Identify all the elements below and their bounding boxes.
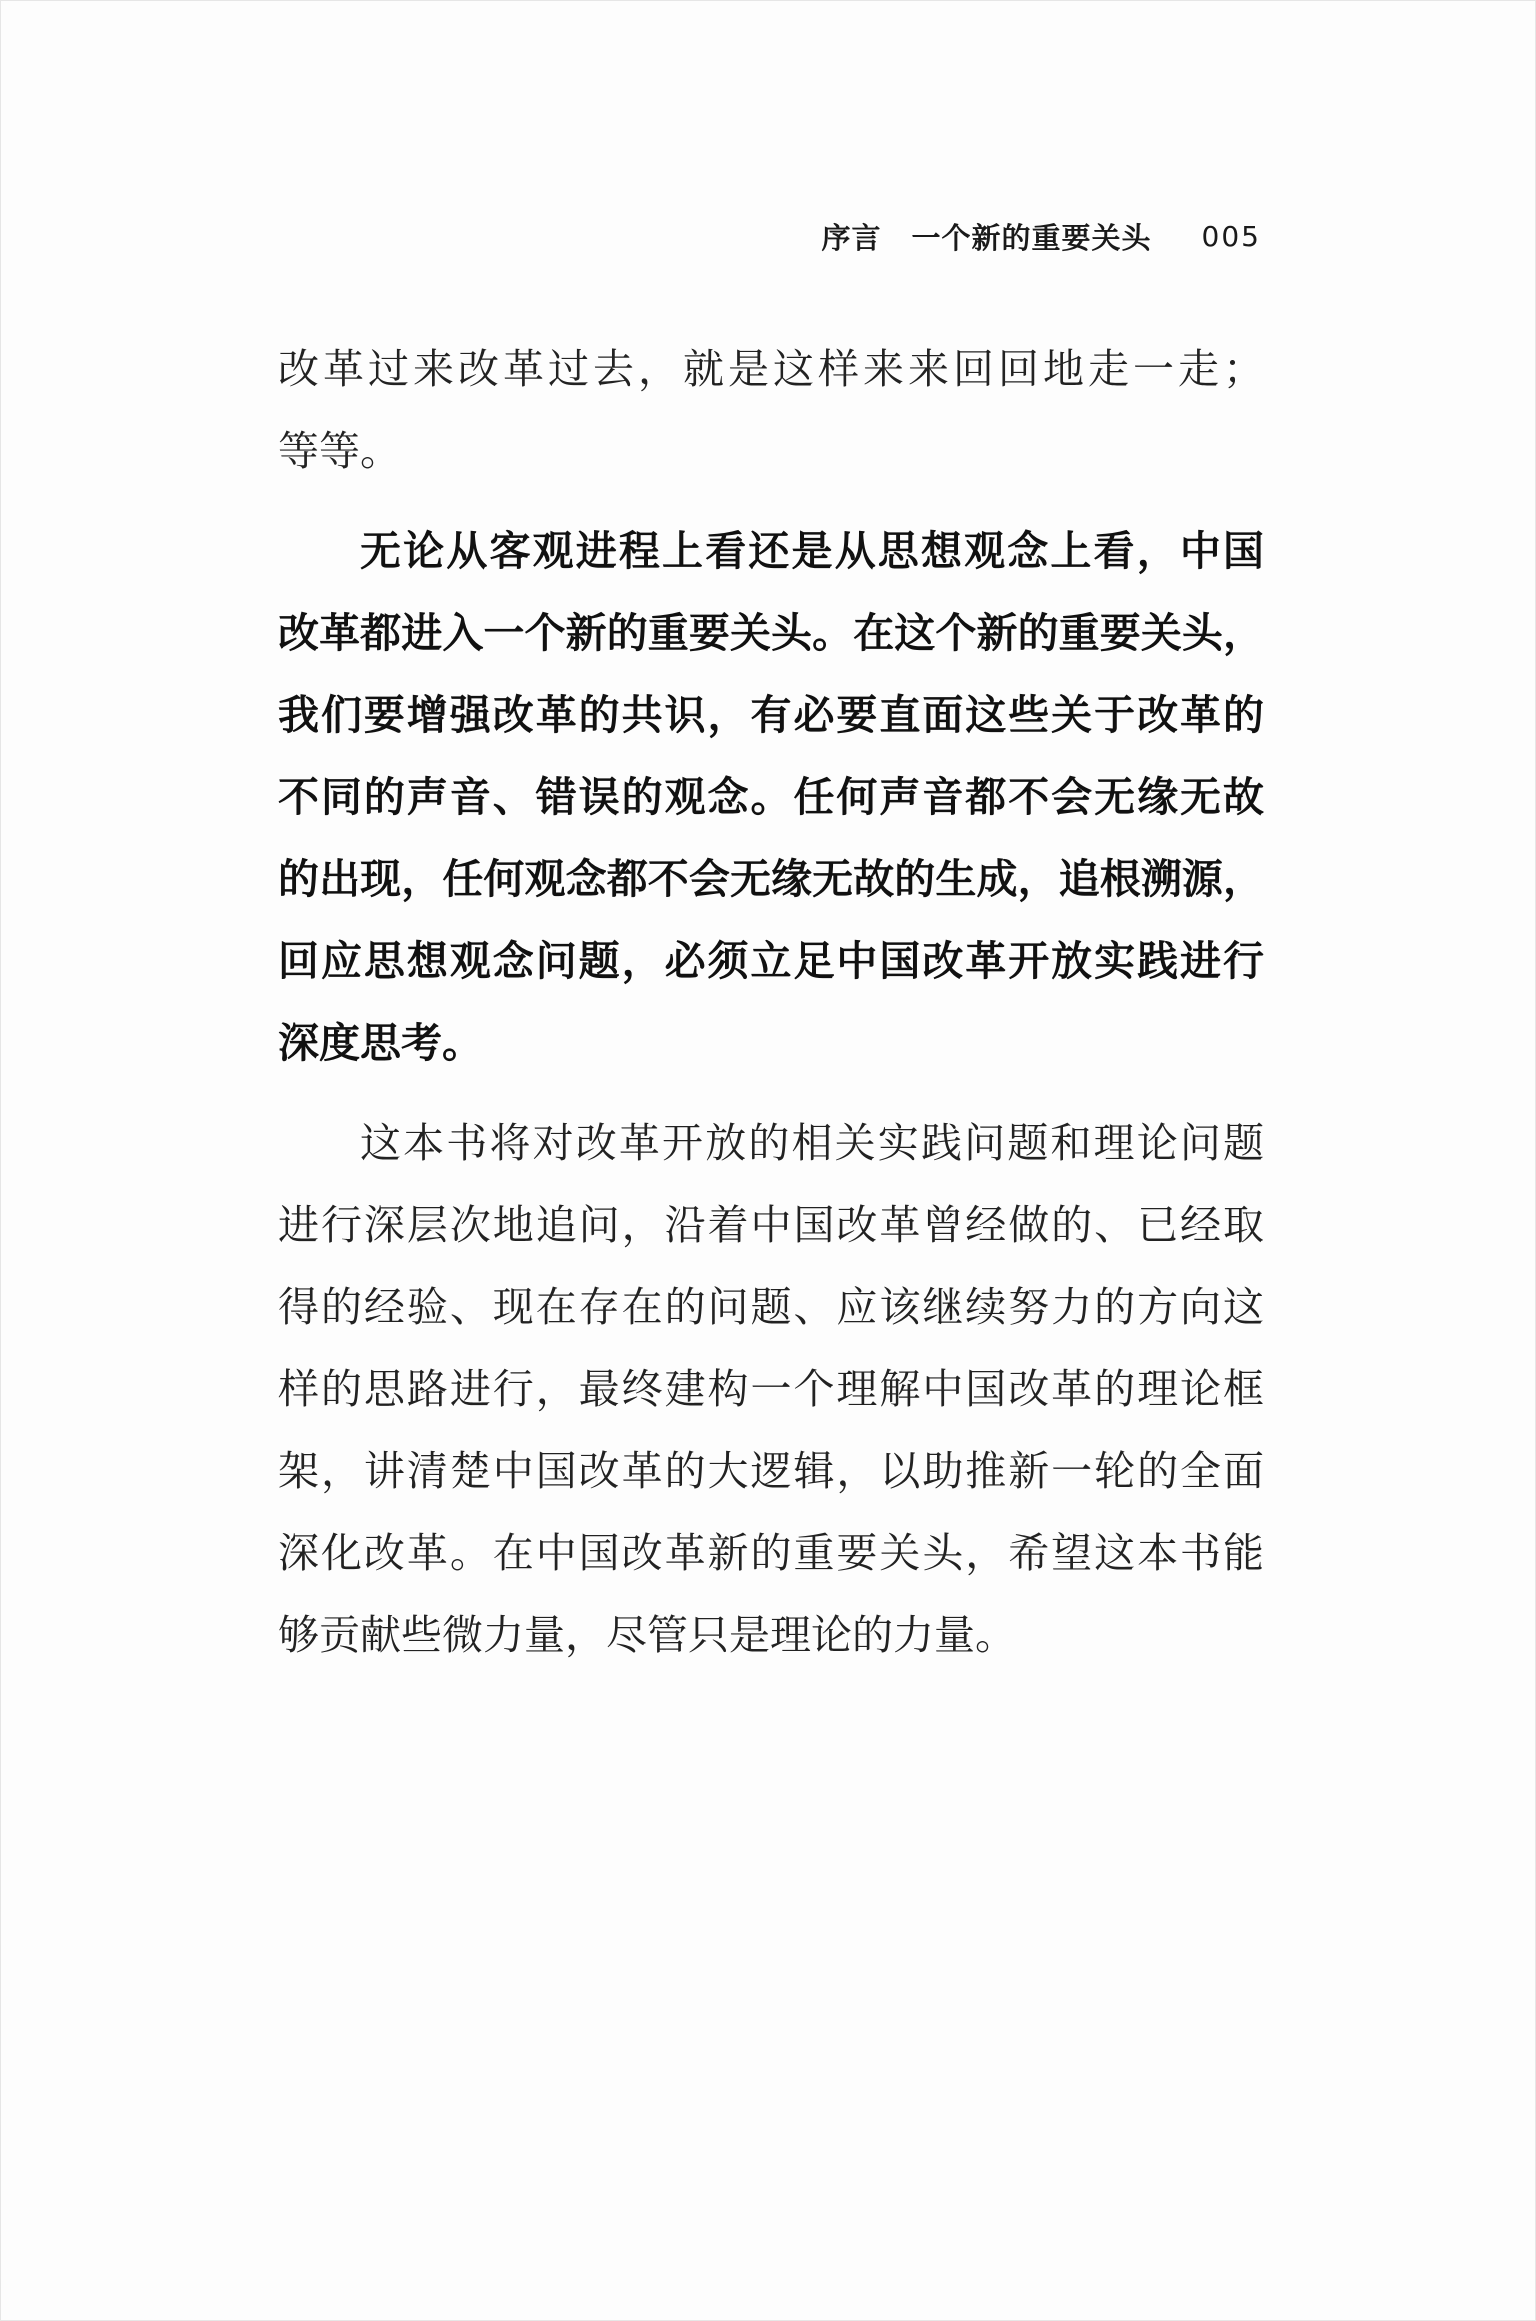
running-header: [822, 212, 1261, 260]
text-line: 架，讲清楚中国改革的大逻辑，以助推新一轮的全面: [278, 1447, 1264, 1495]
text-line: 够贡献些微力量，尽管只是理论的力量。: [278, 1611, 1016, 1659]
paragraph-3: [278, 1102, 1264, 1676]
text-line: 的出现，任何观念都不会无缘无故的生成，追根溯源，: [278, 855, 1264, 903]
text-line: 进行深层次地追问，沿着中国改革曾经做的、已经取: [278, 1201, 1264, 1249]
header-section: 序言: [821, 220, 882, 255]
text-line: 深度思考。: [278, 1019, 483, 1067]
paragraph-2: [278, 510, 1264, 1084]
text-line: 改革过来改革过去，就是这样来来回回地走一走；: [278, 345, 1264, 393]
paragraph-1: [278, 328, 1264, 492]
text-line: 样的思路进行，最终建构一个理解中国改革的理论框: [278, 1365, 1264, 1413]
text-line: 深化改革。在中国改革新的重要关头，希望这本书能: [278, 1529, 1264, 1577]
text-line: 我们要增强改革的共识，有必要直面这些关于改革的: [278, 691, 1264, 739]
body-text: [278, 328, 1264, 1676]
text-line: 无论从客观进程上看还是从思想观念上看，中国: [360, 527, 1264, 575]
text-line: 等等。: [278, 427, 401, 475]
text-line: 得的经验、现在存在的问题、应该继续努力的方向这: [278, 1283, 1264, 1331]
page-number: 005: [1201, 219, 1261, 253]
text-line: 改革都进入一个新的重要关头。在这个新的重要关头，: [278, 609, 1264, 657]
text-line: 不同的声音、错误的观念。任何声音都不会无缘无故: [278, 773, 1264, 821]
text-line: 这本书将对改革开放的相关实践问题和理论问题: [360, 1119, 1264, 1167]
text-line: 回应思想观念问题，必须立足中国改革开放实践进行: [278, 937, 1264, 985]
header-title: 一个新的重要关头: [911, 220, 1152, 255]
